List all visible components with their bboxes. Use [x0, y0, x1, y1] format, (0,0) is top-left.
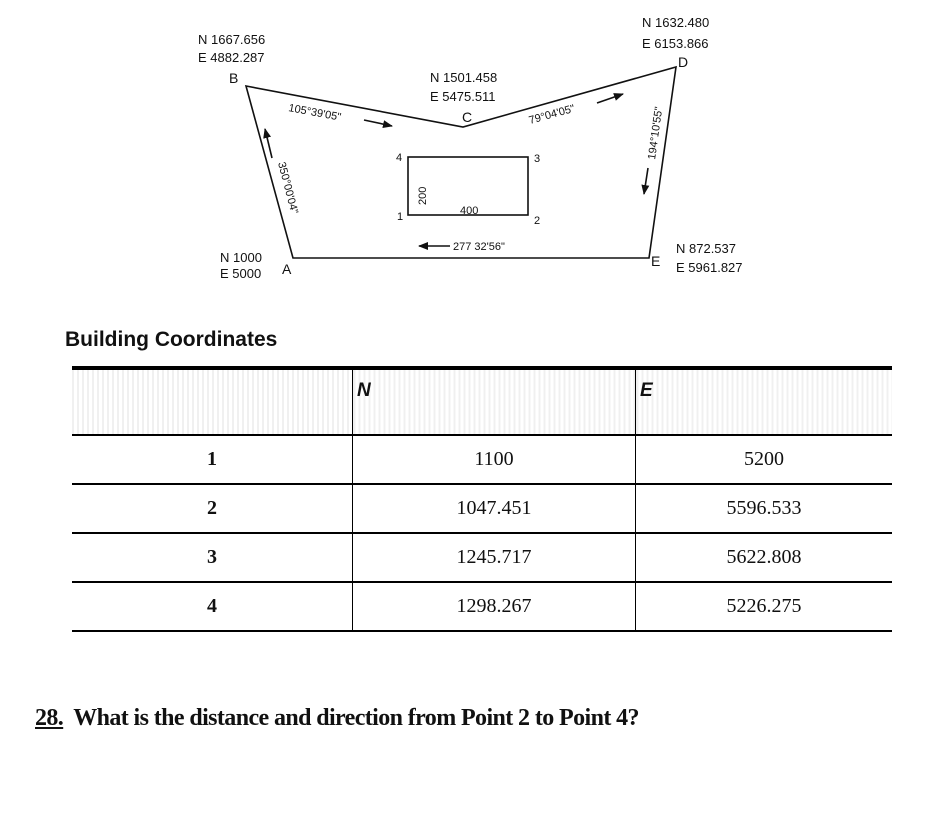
question-28 [35, 705, 639, 732]
bearing-de: 194°10'55" [646, 106, 666, 161]
point-e-north: N 872.537 [676, 241, 736, 256]
header-point [72, 368, 353, 435]
bearing-ea: 277 32'56" [453, 241, 505, 253]
point-c-east: E 5475.511 [430, 89, 496, 104]
question-number: 28. [35, 705, 64, 731]
table-row [72, 435, 892, 484]
bearing-bc: 105°39'05" [287, 102, 342, 124]
point-b-north: N 1667.656 [198, 32, 266, 47]
bearing-cd: 79°04'05" [527, 102, 577, 127]
row-north: 1245.717 [353, 533, 636, 582]
building-width-label: 400 [460, 205, 479, 217]
point-b-label: B [229, 70, 239, 86]
point-d-east: E 6153.866 [642, 36, 709, 51]
point-c-north: N 1501.458 [430, 70, 498, 85]
table-row [72, 582, 892, 631]
header-east: E [636, 368, 893, 435]
row-north: 1047.451 [353, 484, 636, 533]
point-a-east: E 5000 [220, 266, 262, 281]
point-b-east: E 4882.287 [198, 50, 265, 65]
question-text: What is the distance and direction from Point 2 to Point 4? [73, 705, 639, 731]
header-north: N [353, 368, 636, 435]
arrow-de [644, 168, 648, 194]
building-corner-4: 4 [396, 152, 403, 164]
row-point: 2 [72, 484, 353, 533]
bearing-ab: 350°00'04" [275, 160, 301, 216]
table-title: Building Coordinates [65, 328, 278, 351]
arrow-ab [265, 129, 272, 158]
survey-diagram [0, 0, 948, 300]
coordinates-table [72, 366, 892, 632]
point-e-label: E [651, 253, 661, 269]
row-east: 5622.808 [636, 533, 893, 582]
row-east: 5226.275 [636, 582, 893, 631]
row-point: 4 [72, 582, 353, 631]
row-east: 5200 [636, 435, 893, 484]
point-a-label: A [282, 261, 292, 277]
row-point: 1 [72, 435, 353, 484]
point-e-east: E 5961.827 [676, 260, 743, 275]
table-row [72, 533, 892, 582]
point-c-label: C [462, 109, 473, 125]
building-corner-2: 2 [534, 215, 541, 227]
point-d-north: N 1632.480 [642, 15, 710, 30]
point-a-north: N 1000 [220, 250, 262, 265]
row-north: 1100 [353, 435, 636, 484]
building-corner-3: 3 [534, 153, 541, 165]
row-east: 5596.533 [636, 484, 893, 533]
building-height-label: 200 [417, 186, 429, 205]
building-corner-1: 1 [397, 211, 404, 223]
row-north: 1298.267 [353, 582, 636, 631]
table-row [72, 484, 892, 533]
row-point: 3 [72, 533, 353, 582]
table-header-row [72, 368, 892, 435]
point-d-label: D [678, 54, 689, 70]
arrow-bc [364, 120, 392, 126]
arrow-cd [597, 94, 623, 103]
